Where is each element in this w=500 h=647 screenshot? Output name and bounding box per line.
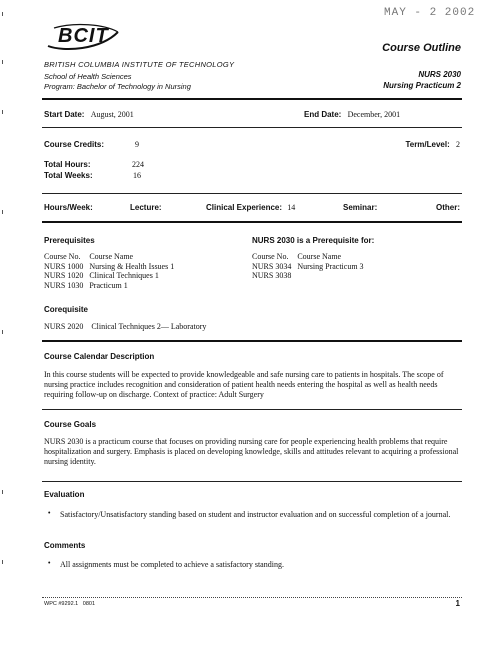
school-name: School of Health Sciences bbox=[44, 72, 132, 81]
end-date bbox=[304, 110, 400, 119]
page-number: 1 bbox=[455, 599, 460, 608]
seminar-label: Seminar: bbox=[343, 203, 378, 212]
total-weeks-value: 16 bbox=[133, 171, 141, 180]
credits-label: Course Credits: bbox=[44, 140, 105, 149]
institute-name: BRITISH COLUMBIA INSTITUTE OF TECHNOLOGY bbox=[44, 60, 235, 69]
course-name-cell: Nursing & Health Issues 1 bbox=[89, 261, 175, 271]
comments-text: All assignments must be completed to achieve a satisfactory standing. bbox=[60, 560, 284, 569]
term-value: 2 bbox=[456, 140, 460, 149]
col-course-no: Course No. bbox=[252, 252, 289, 261]
end-date-value: December, 2001 bbox=[347, 110, 401, 119]
col-course-name: Course Name bbox=[297, 252, 342, 261]
doc-title: Course Outline bbox=[382, 42, 461, 54]
scan-mark bbox=[2, 490, 3, 494]
course-no: NURS 1000 bbox=[44, 261, 84, 271]
corequisite-rule bbox=[42, 340, 462, 342]
header-rule bbox=[42, 98, 462, 100]
goals-rule bbox=[42, 481, 462, 482]
end-date-label: End Date: bbox=[304, 110, 342, 119]
credits-rule bbox=[42, 193, 462, 194]
bcit-logo bbox=[44, 22, 122, 52]
course-no: NURS 1020 bbox=[44, 271, 84, 280]
program-name: Program: Bachelor of Technology in Nursing bbox=[44, 82, 191, 91]
evaluation-bullet-icon: • bbox=[48, 510, 51, 517]
prerequisites-table bbox=[44, 252, 180, 290]
course-no: NURS 3038 bbox=[252, 271, 292, 280]
clinical-experience bbox=[206, 203, 295, 212]
comments-heading: Comments bbox=[44, 541, 86, 550]
col-course-name: Course Name bbox=[89, 252, 134, 261]
table-row bbox=[44, 271, 180, 281]
evaluation-heading: Evaluation bbox=[44, 490, 85, 499]
clinical-value: 14 bbox=[287, 203, 296, 212]
stamp bbox=[384, 7, 475, 19]
course-code: NURS 2030 bbox=[418, 70, 461, 79]
scan-mark bbox=[2, 110, 3, 114]
total-hours-label: Total Hours: bbox=[44, 160, 91, 169]
corequisite-heading: Corequisite bbox=[44, 305, 89, 314]
hours-week-label: Hours/Week: bbox=[44, 203, 93, 212]
calendar-text: In this course students will be expected to provide knowledgeable and safe nursing care to patients in hospitals. The scope of nursing practice includes recognition and consideration of patient health needs entering the hospital as well as health needs requiring follow-up on discharge. Context of practice: Adult Surgery bbox=[44, 370, 444, 399]
term-level bbox=[405, 140, 460, 149]
course-name-cell: Clinical Techniques 1 bbox=[89, 271, 159, 280]
table-row bbox=[252, 271, 370, 281]
goals-heading: Course Goals bbox=[44, 420, 97, 429]
table-row bbox=[44, 281, 180, 291]
stamp-text: MAY - 2 2002 bbox=[384, 7, 476, 19]
calendar-rule bbox=[42, 409, 462, 410]
goals-text: NURS 2030 is a practicum course that focuses on providing nursing care for people experiencing health problems that require hospitalization and surgery. Emphasis is placed on developing knowledge, skills and attitudes relevant to acquiring a professional nursing identity. bbox=[44, 437, 459, 466]
term-label: Term/Level: bbox=[405, 140, 450, 149]
prerequisite-for-table bbox=[252, 252, 370, 281]
course-name-cell bbox=[297, 271, 369, 281]
scan-mark bbox=[2, 560, 3, 564]
course-no: NURS 1030 bbox=[44, 280, 84, 290]
corequisite-name: Clinical Techniques 2— Laboratory bbox=[91, 322, 207, 331]
prerequisites-header-row bbox=[44, 252, 180, 262]
calendar-heading: Course Calendar Description bbox=[44, 352, 155, 361]
comments-bullet-icon: • bbox=[48, 560, 51, 567]
prerequisites-heading: Prerequisites bbox=[44, 236, 95, 245]
lecture-label: Lecture: bbox=[130, 203, 162, 212]
course-no: NURS 3034 bbox=[252, 261, 292, 271]
course-name-cell: Practicum 1 bbox=[89, 280, 128, 290]
credits-value: 9 bbox=[135, 140, 139, 149]
footer-doc-code: 0801 bbox=[82, 601, 96, 607]
course-name: Nursing Practicum 2 bbox=[383, 81, 461, 90]
scan-mark bbox=[2, 210, 3, 214]
total-weeks-label: Total Weeks: bbox=[44, 171, 93, 180]
other-label: Other: bbox=[436, 203, 460, 212]
logo-text: BCIT bbox=[58, 25, 109, 47]
course-name-cell: Nursing Practicum 3 bbox=[297, 261, 364, 271]
corequisite-no: NURS 2020 bbox=[44, 322, 84, 331]
corequisite-row bbox=[44, 322, 206, 332]
footer-doc-ref: WPC #9292.1 bbox=[44, 601, 79, 607]
dates-rule bbox=[42, 127, 462, 128]
start-date-label: Start Date: bbox=[44, 110, 85, 119]
hours-rule bbox=[42, 221, 462, 223]
scan-mark bbox=[2, 330, 3, 334]
start-date bbox=[44, 110, 134, 119]
scan-mark bbox=[2, 12, 3, 16]
footer-ref bbox=[44, 601, 95, 607]
table-row bbox=[252, 262, 370, 272]
evaluation-text: Satisfactory/Unsatisfactory standing based on student and instructor evaluation and on successful completion of a journal. bbox=[60, 510, 451, 519]
prerequisite-for-heading: NURS 2030 is a Prerequisite for: bbox=[252, 236, 375, 245]
col-course-no: Course No. bbox=[44, 252, 81, 261]
total-hours-value: 224 bbox=[132, 160, 144, 169]
start-date-value: August, 2001 bbox=[90, 110, 134, 119]
table-row bbox=[44, 262, 180, 272]
prerequisite-for-header-row bbox=[252, 252, 370, 262]
clinical-label: Clinical Experience: bbox=[206, 203, 283, 212]
footer-rule bbox=[42, 597, 462, 598]
scan-mark bbox=[2, 60, 3, 64]
